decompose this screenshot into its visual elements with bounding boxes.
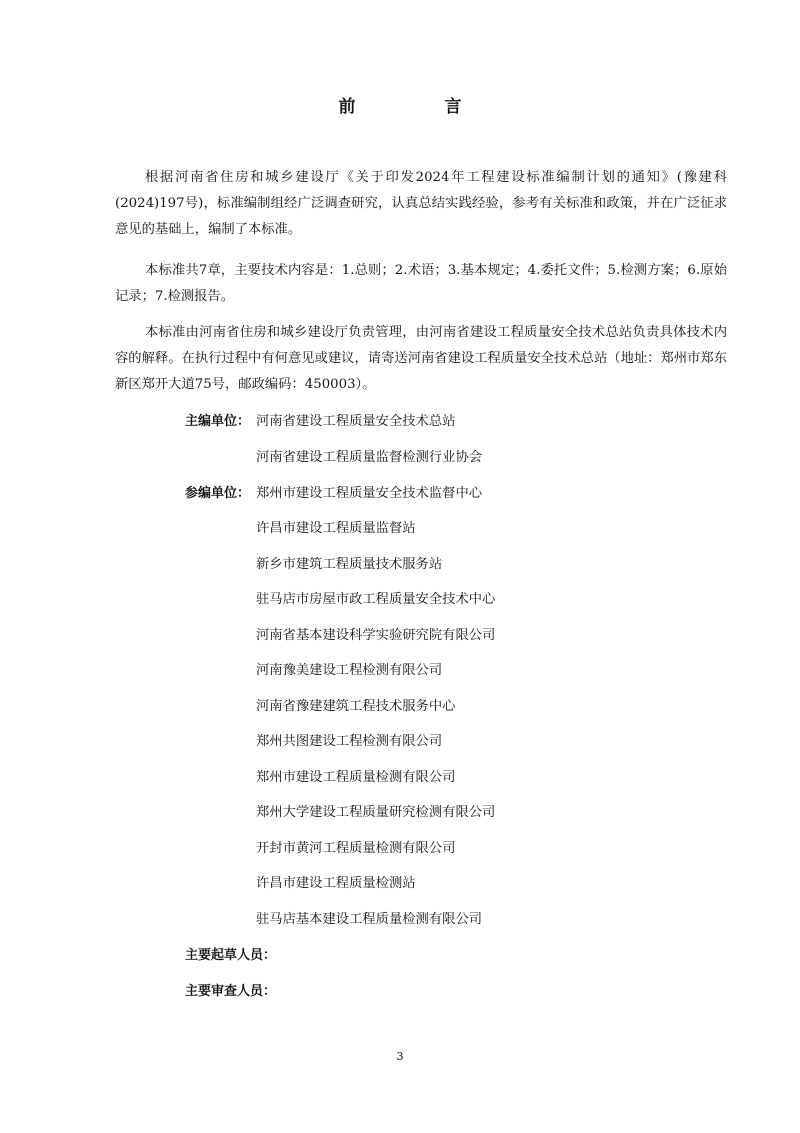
participating-unit-name: 河南豫美建设工程检测有限公司 — [256, 663, 443, 678]
participating-unit-name: 新乡市建筑工程质量技术服务站 — [256, 557, 443, 572]
participating-unit-row — [185, 624, 495, 648]
participating-unit-name: 许昌市建设工程质量监督站 — [256, 521, 416, 536]
chief-unit-row — [185, 410, 455, 434]
participating-unit-name: 郑州市建设工程质量检测有限公司 — [256, 770, 456, 785]
participating-unit-row — [185, 872, 416, 896]
participating-unit-row — [185, 517, 416, 541]
participating-unit-row — [185, 695, 455, 719]
participating-unit-row — [185, 588, 495, 612]
participating-unit-name: 开封市黄河工程质量检测有限公司 — [256, 841, 456, 856]
main-drafters-label: 主要起草人员： — [185, 948, 277, 963]
participating-unit-name: 河南省基本建设科学实验研究院有限公司 — [256, 628, 496, 643]
main-reviewers-label: 主要审查人员： — [185, 984, 277, 999]
intro-paragraph-contents: 本标准共7章，主要技术内容是：1.总则；2.术语；3.基本规定；4.委托文件；5.检测方案；6.原始记录；7.检测报告。 — [115, 263, 727, 304]
participating-unit-row — [185, 730, 442, 754]
participating-unit-row — [185, 801, 495, 825]
participating-unit-name: 许昌市建设工程质量检测站 — [256, 876, 416, 891]
intro-paragraph-basis: 根据河南省住房和城乡建设厅《关于印发2024年工程建设标准编制计划的通知》(豫建科(2024)197号)，标准编制组经广泛调查研究，认真总结实践经验，参考有关标准和政策，并在广泛征求意见的基础上，编制了本标准。 — [115, 170, 727, 237]
participating-units-label: 参编单位： — [185, 486, 251, 501]
chief-unit-name: 河南省建设工程质量安全技术总站 — [256, 414, 456, 429]
participating-unit-row — [185, 553, 442, 577]
participating-unit-row — [185, 837, 455, 861]
participating-unit-name: 河南省豫建建筑工程技术服务中心 — [256, 699, 456, 714]
page-number: 3 — [396, 1050, 404, 1063]
participating-unit-name: 郑州共图建设工程检测有限公司 — [256, 734, 443, 749]
chief-units-label: 主编单位： — [185, 414, 251, 429]
chief-unit-row — [185, 446, 482, 470]
participating-unit-name: 驻马店市房屋市政工程质量安全技术中心 — [256, 592, 496, 607]
intro-paragraph-management: 本标准由河南省住房和城乡建设厅负责管理，由河南省建设工程质量安全技术总站负责具体技术内容的解释。在执行过程中有何意见或建议，请寄送河南省建设工程质量安全技术总站（地址：郑州市郑东新区郑开大道75号，邮政编码：450003）。 — [115, 325, 727, 392]
participating-unit-row — [185, 766, 455, 790]
participating-unit-name: 郑州市建设工程质量安全技术监督中心 — [256, 486, 483, 501]
participating-unit-name: 驻马店基本建设工程质量检测有限公司 — [256, 912, 483, 927]
participating-unit-row — [185, 659, 442, 683]
participating-unit-name: 郑州大学建设工程质量研究检测有限公司 — [256, 805, 496, 820]
participating-unit-row — [185, 908, 482, 932]
chief-unit-name: 河南省建设工程质量监督检测行业协会 — [256, 450, 483, 465]
participating-unit-row — [185, 482, 482, 506]
page-title: 前 言 — [338, 97, 498, 117]
